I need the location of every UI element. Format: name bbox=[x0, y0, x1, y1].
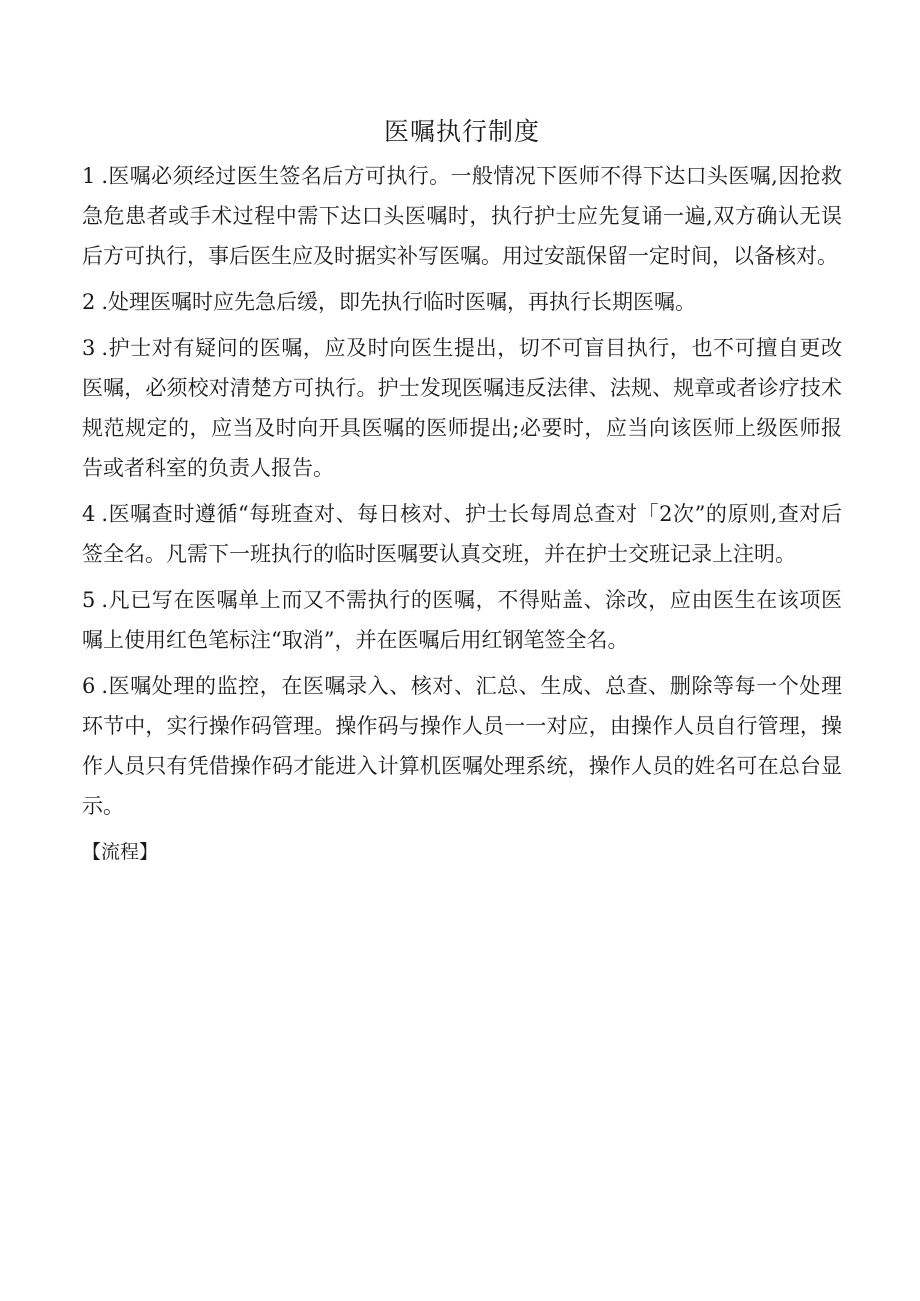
rule-number: 6 bbox=[82, 674, 96, 698]
rule-number: 3 bbox=[82, 336, 96, 360]
rule-item-2 bbox=[82, 282, 842, 322]
rule-item-4 bbox=[82, 494, 842, 574]
rule-item-1 bbox=[82, 156, 842, 276]
rule-text: .凡已写在医嘱单上而又不需执行的医嘱，不得贴盖、涂改，应由医生在该项医嘱上使用红色笔标注“取消”，并在医嘱后用红钢笔签全名。 bbox=[82, 588, 842, 652]
document-page bbox=[82, 112, 842, 872]
rule-number: 2 bbox=[82, 290, 96, 314]
rule-text: .医嘱处理的监控，在医嘱录入、核对、汇总、生成、总查、删除等每一个处理环节中，实行操作码管理。操作码与操作人员一一对应，由操作人员自行管理，操作人员只有凭借操作码才能进入计算机医嘱处理系统，操作人员的姓名可在总台显示。 bbox=[82, 674, 842, 818]
rule-text: .医嘱必须经过医生签名后方可执行。一般情况下医师不得下达口头医嘱,因抢救急危患者或手术过程中需下达口头医嘱时，执行护士应先复诵一遍,双方确认无误后方可执行，事后医生应及时据实补写医嘱。用过安瓿保留一定时间，以备核对。 bbox=[82, 164, 842, 268]
rule-item-6 bbox=[82, 666, 842, 826]
rule-text: .处理医嘱时应先急后缓，即先执行临时医嘱，再执行长期医嘱。 bbox=[101, 290, 697, 314]
flow-heading: 【流程】 bbox=[82, 841, 159, 863]
rule-number: 4 bbox=[82, 502, 96, 526]
rule-text: .医嘱查时遵循“每班查对、每日核对、护士长每周总查对「2次”的原则,查对后签全名。凡需下一班执行的临时医嘱要认真交班，并在护士交班记录上注明。 bbox=[82, 502, 842, 566]
document-title: 医嘱执行制度 bbox=[383, 117, 540, 146]
rule-number: 1 bbox=[82, 164, 96, 188]
rule-text: .护士对有疑问的医嘱，应及时向医生提出，切不可盲目执行，也不可擅自更改医嘱，必须校对清楚方可执行。护士发现医嘱违反法律、法规、规章或者诊疗技术规范规定的，应当及时向开具医嘱的医师提出;必要时，应当向该医师上级医师报告或者科室的负责人报告。 bbox=[82, 336, 842, 480]
rule-item-3 bbox=[82, 328, 842, 488]
rule-item-5 bbox=[82, 580, 842, 660]
rule-number: 5 bbox=[82, 588, 96, 612]
